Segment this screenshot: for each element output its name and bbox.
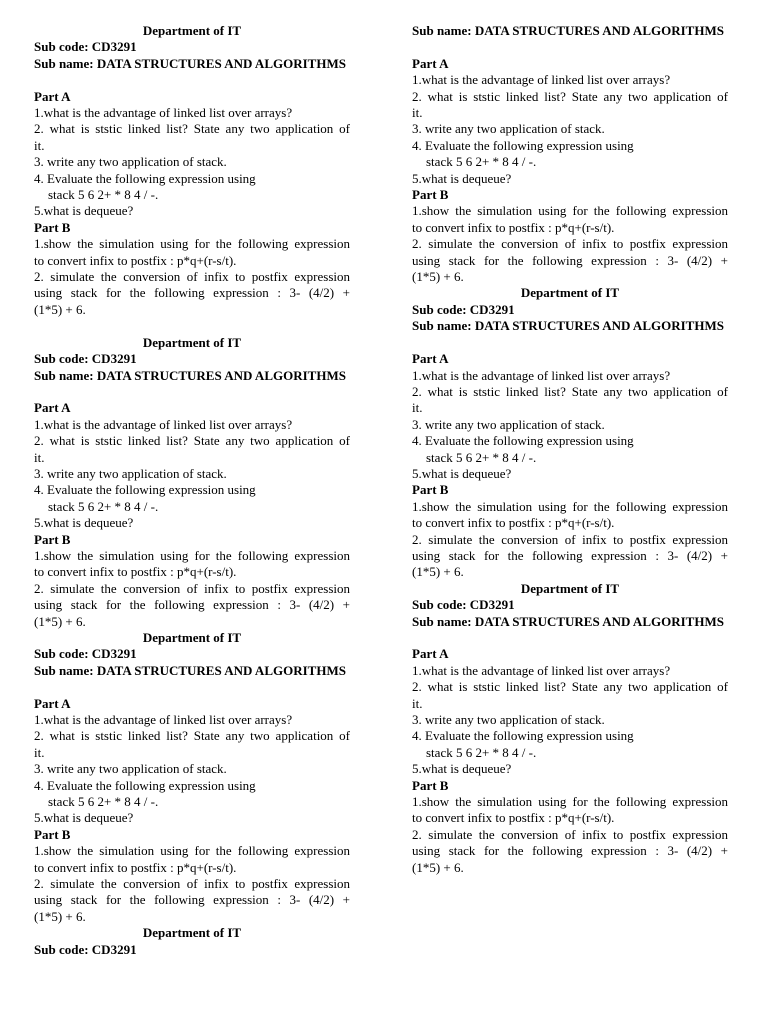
sub-name: Sub name: DATA STRUCTURES AND ALGORITHMS (34, 367, 346, 383)
sub-code: Sub code: CD3291 (34, 351, 137, 367)
question-paper-block (412, 23, 728, 285)
part-a-title: Part A (412, 351, 449, 367)
part-b-q2-end: (1*5) + 6. (412, 564, 464, 580)
part-a-q5: 5.what is dequeue? (34, 810, 134, 826)
part-b-q2: 2. simulate the conversion of infix to postfix expression (412, 826, 728, 842)
part-b-q2-end: (1*5) + 6. (412, 859, 464, 875)
part-a-q2-cont: it. (34, 449, 45, 465)
part-a-q4: 4. Evaluate the following expression using (412, 728, 634, 744)
question-paper-block (34, 335, 350, 630)
part-b-title: Part B (34, 531, 71, 547)
part-a-q2-cont: it. (34, 137, 45, 153)
part-a-q4-cont: stack 5 6 2+ * 8 4 / -. (426, 449, 537, 465)
part-b-q2: 2. simulate the conversion of infix to postfix expression (412, 236, 728, 252)
department-heading: Department of IT (142, 629, 242, 645)
department-heading: Department of IT (520, 580, 620, 596)
part-b-q2-end: (1*5) + 6. (412, 269, 464, 285)
question-paper-block (34, 23, 350, 335)
part-a-title: Part A (412, 55, 449, 71)
spacer (34, 679, 350, 695)
part-a-q4: 4. Evaluate the following expression using (412, 433, 634, 449)
part-b-q1: 1.show the simulation using for the following expression (412, 498, 728, 514)
part-a-q3: 3. write any two application of stack. (412, 712, 605, 728)
question-paper-block (412, 285, 728, 580)
part-b-q1: 1.show the simulation using for the following expression (34, 843, 350, 859)
part-a-q4-cont: stack 5 6 2+ * 8 4 / -. (426, 154, 537, 170)
part-a-q1: 1.what is the advantage of linked list over arrays? (34, 712, 293, 727)
part-a-q4: 4. Evaluate the following expression using (412, 137, 634, 153)
sub-name: Sub name: DATA STRUCTURES AND ALGORITHMS (412, 23, 724, 38)
part-b-q2-cont: using stack for the following expression : 3- (4/2) + (412, 252, 728, 268)
part-a-q5: 5.what is dequeue? (412, 170, 512, 186)
part-b-q2-end: (1*5) + 6. (34, 301, 86, 317)
part-a-q5: 5.what is dequeue? (412, 761, 512, 777)
department-heading: Department of IT (520, 285, 620, 301)
part-a-q4-cont: stack 5 6 2+ * 8 4 / -. (48, 794, 159, 810)
department-heading: Department of IT (142, 334, 242, 350)
sub-code: Sub code: CD3291 (34, 646, 137, 662)
part-b-q1: 1.show the simulation using for the following expression (412, 794, 728, 810)
part-a-q4: 4. Evaluate the following expression using (34, 170, 256, 186)
spacer (412, 39, 728, 55)
sub-name: Sub name: DATA STRUCTURES AND ALGORITHMS (34, 55, 346, 71)
question-paper-block (34, 925, 350, 958)
sub-code: Sub code: CD3291 (412, 597, 515, 613)
spacer (34, 318, 350, 334)
part-a-q4-cont: stack 5 6 2+ * 8 4 / -. (48, 187, 159, 203)
part-a-q2-cont: it. (412, 105, 423, 121)
part-b-q2: 2. simulate the conversion of infix to postfix expression (34, 876, 350, 892)
department-heading: Department of IT (142, 23, 242, 38)
part-b-title: Part B (34, 219, 71, 235)
part-b-q1-cont: to convert infix to postfix : p*q+(r-s/t). (412, 515, 615, 531)
part-b-q1: 1.show the simulation using for the following expression (412, 203, 728, 219)
part-a-q2-cont: it. (34, 744, 45, 760)
part-b-q1-cont: to convert infix to postfix : p*q+(r-s/t). (34, 564, 237, 580)
part-b-q2: 2. simulate the conversion of infix to postfix expression (34, 580, 350, 596)
part-b-q2-cont: using stack for the following expression : 3- (4/2) + (34, 597, 350, 613)
part-b-title: Part B (412, 187, 449, 203)
right-column (412, 23, 728, 876)
part-a-q1: 1.what is the advantage of linked list over arrays? (412, 662, 671, 678)
part-b-q1-cont: to convert infix to postfix : p*q+(r-s/t). (34, 859, 237, 875)
part-b-q2-cont: using stack for the following expression : 3- (4/2) + (412, 843, 728, 859)
part-b-q2-end: (1*5) + 6. (34, 613, 86, 629)
sub-name: Sub name: DATA STRUCTURES AND ALGORITHMS (412, 318, 724, 334)
part-a-q5: 5.what is dequeue? (412, 465, 512, 481)
part-a-q2: 2. what is ststic linked list? State any two application of (412, 383, 728, 399)
spacer (412, 630, 728, 646)
part-a-title: Part A (412, 646, 449, 662)
part-a-q1: 1.what is the advantage of linked list over arrays? (34, 416, 293, 432)
part-b-q1-cont: to convert infix to postfix : p*q+(r-s/t). (412, 810, 615, 826)
part-a-q4: 4. Evaluate the following expression using (34, 482, 256, 498)
part-b-q1: 1.show the simulation using for the following expression (34, 547, 350, 563)
part-a-q3: 3. write any two application of stack. (412, 121, 605, 137)
spacer (412, 335, 728, 351)
part-a-q3: 3. write any two application of stack. (34, 465, 227, 481)
part-b-q1-cont: to convert infix to postfix : p*q+(r-s/t). (412, 219, 615, 235)
part-a-q4-cont: stack 5 6 2+ * 8 4 / -. (426, 744, 537, 760)
part-a-title: Part A (34, 695, 71, 711)
question-paper-block (34, 630, 350, 925)
part-a-q2: 2. what is ststic linked list? State any two application of (34, 728, 350, 744)
part-b-q1: 1.show the simulation using for the following expression (34, 236, 350, 252)
part-a-q5: 5.what is dequeue? (34, 515, 134, 531)
part-a-q2-cont: it. (412, 400, 423, 416)
spacer (34, 384, 350, 400)
part-b-q2-cont: using stack for the following expression : 3- (4/2) + (34, 285, 350, 301)
part-a-q3: 3. write any two application of stack. (34, 154, 227, 170)
part-b-q2-end: (1*5) + 6. (34, 908, 86, 924)
left-column (34, 23, 350, 958)
part-a-q4: 4. Evaluate the following expression using (34, 777, 256, 793)
part-b-q2: 2. simulate the conversion of infix to postfix expression (34, 269, 350, 285)
spacer (34, 72, 350, 88)
sub-name: Sub name: DATA STRUCTURES AND ALGORITHMS (34, 662, 346, 678)
department-heading: Department of IT (142, 925, 242, 941)
question-paper-block (412, 581, 728, 876)
part-b-q2: 2. simulate the conversion of infix to postfix expression (412, 531, 728, 547)
part-b-title: Part B (34, 826, 71, 842)
part-b-q2-cont: using stack for the following expression : 3- (4/2) + (34, 892, 350, 908)
part-a-q3: 3. write any two application of stack. (412, 416, 605, 432)
part-b-q2-cont: using stack for the following expression : 3- (4/2) + (412, 547, 728, 563)
sub-code: Sub code: CD3291 (34, 39, 137, 55)
part-b-q1-cont: to convert infix to postfix : p*q+(r-s/t). (34, 252, 237, 268)
part-a-q2: 2. what is ststic linked list? State any two application of (412, 88, 728, 104)
sub-code: Sub code: CD3291 (34, 941, 137, 957)
part-a-q1: 1.what is the advantage of linked list over arrays? (412, 367, 671, 383)
part-a-q3: 3. write any two application of stack. (34, 761, 227, 777)
part-a-q1: 1.what is the advantage of linked list over arrays? (34, 105, 293, 121)
part-a-q2: 2. what is ststic linked list? State any two application of (412, 679, 728, 695)
part-b-title: Part B (412, 777, 449, 793)
part-a-q4-cont: stack 5 6 2+ * 8 4 / -. (48, 498, 159, 514)
sub-code: Sub code: CD3291 (412, 301, 515, 317)
sub-name: Sub name: DATA STRUCTURES AND ALGORITHMS (412, 613, 724, 629)
part-b-title: Part B (412, 482, 449, 498)
part-a-q2: 2. what is ststic linked list? State any two application of (34, 433, 350, 449)
part-a-q5: 5.what is dequeue? (34, 203, 134, 219)
part-a-title: Part A (34, 88, 71, 104)
part-a-q2: 2. what is ststic linked list? State any two application of (34, 121, 350, 137)
part-a-title: Part A (34, 400, 71, 416)
part-a-q2-cont: it. (412, 695, 423, 711)
part-a-q1: 1.what is the advantage of linked list over arrays? (412, 72, 671, 88)
